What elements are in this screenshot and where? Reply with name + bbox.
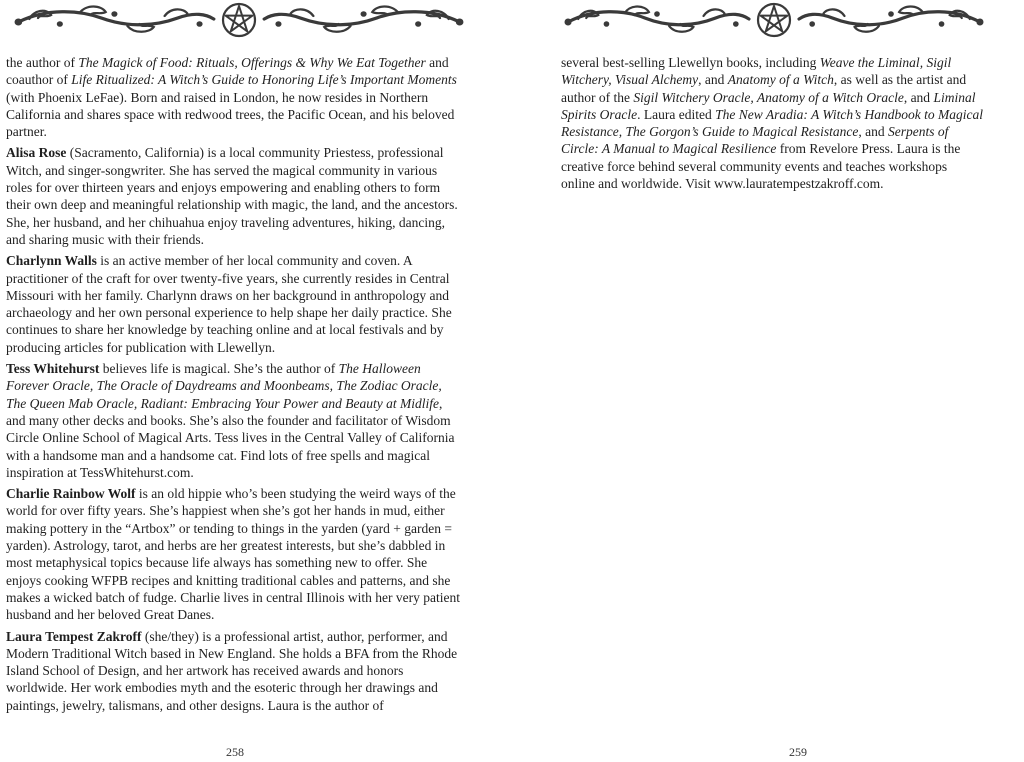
header-ornament — [14, 2, 464, 38]
header-ornament — [564, 2, 984, 38]
book-title: The Magick of Food: Rituals, Offerings & Why We Eat Together — [78, 55, 426, 70]
book-title: The New Aradia: A Witch’s Handbook to Magical Resistance, The Gorgon’s Guide to Magical Resistance — [561, 106, 983, 140]
bio-paragraph: the author of The Magick of Food: Rituals, Offerings & Why We Eat Together and coauthor of Life Ritualized: A Witch’s Guide to Honoring Life’s Important Moments (with Phoenix LeFae). Born and raised in London, he now resides in Northern California and shares space with redwood trees, the Pacific Ocean, and his beloved partner. — [6, 55, 457, 140]
book-title: Liminal Spirits Oracle — [561, 89, 976, 122]
bio-paragraph: several best-selling Llewellyn books, including Weave the Liminal, Sigil Witchery, Visual Alchemy, and Anatomy of a Witch, as well as the artist and author of the Sigil Witchery Oracle, Anatomy of a Witch Oracle, and Liminal Spirits Oracle. Laura edited The New Aradia: A Witch’s Handbook to Magical Resistance, The Gorgon’s Guide to Magical Resistance, and Serpents of Circle: A Manual to Magical Resilience from Revelore Press. Laura is the creative force behind several community events and teaches workshops online and worldwide. Visit www.lauratempestzakroff.com. — [561, 55, 983, 192]
right-page — [512, 0, 1024, 762]
bio-paragraph: Alisa Rose (Sacramento, California) is a local community Priestess, professional Witch, and singer-songwriter. She has served the magical community in various roles for over thirteen years and enjoys empowering and enabling others to form their own deep and meaningful relationship with magic, the land, and the ancestors. She, her husband, and her chihuahua enjoy traveling adventures, hiking, dancing, and sharing music with their friends. — [6, 145, 458, 247]
contributor-name: Laura Tempest Zakroff — [6, 628, 142, 644]
book-title: Serpents of Circle: A Manual to Magical Resilience — [561, 124, 949, 157]
contributor-name: Charlynn Walls — [6, 253, 97, 269]
pentacle-icon — [14, 2, 464, 38]
contributor-name: Charlie Rainbow Wolf — [6, 486, 136, 502]
book-title: Anatomy of a Witch — [727, 72, 834, 88]
book-title: Weave the Liminal, Sigil Witchery, Visual Alchemy — [561, 55, 952, 88]
pentacle-icon — [564, 2, 984, 38]
contributor-bios — [6, 54, 464, 718]
bio-paragraph: Laura Tempest Zakroff (she/they) is a professional artist, author, performer, and Modern Traditional Witch based in New England. She holds a BFA from the Rhode Island School of Design, and her artwork has received awards and honors worldwide. Her work embodies myth and the esoteric through her drawings and paintings, jewelry, talismans, and other designs. Laura is the author of — [6, 628, 458, 713]
contributor-name: Alisa Rose — [6, 145, 67, 161]
contributor-name: Tess Whitehurst — [6, 361, 100, 377]
bio-paragraph: Charlynn Walls is an active member of her local community and coven. A practitioner of the craft for over twenty-five years, she currently resides in Central Missouri with her family. Charlynn draws on her background in anthropology and archaeology and her own personal experience to help shape her daily practice. She continues to share her knowledge by teaching online and at local festivals and by producing articles for publication with Llewellyn. — [6, 253, 452, 355]
book-title: The Halloween Forever Oracle, The Oracle of Daydreams and Moonbeams, The Zodiac Oracle, The Queen Mab Oracle, Radiant: Embracing Your Power and Beauty at Midlife — [6, 361, 442, 411]
bio-paragraph: Tess Whitehurst believes life is magical. She’s the author of The Halloween Forever Oracle, The Oracle of Daydreams and Moonbeams, The Zodiac Oracle, The Queen Mab Oracle, Radiant: Embracing Your Power and Beauty at Midlife, and many other decks and books. She’s also the founder and facilitator of Wisdom Circle Online School of Magical Arts. Tess lives in the Central Valley of California with a handsome man and a handsome cat. Find lots of free spells and magical inspiration at TessWhitehurst.com. — [6, 361, 455, 480]
page-number: 259 — [789, 745, 807, 759]
book-title: Life Ritualized: A Witch’s Guide to Honoring Life’s Important Moments — [71, 72, 457, 88]
page-number: 258 — [226, 745, 244, 759]
bio-paragraph: Charlie Rainbow Wolf is an old hippie who’s been studying the weird ways of the world for over fifty years. She’s happiest when she’s got her hands in mud, either making pottery in the “Artbox” or tending to things in the yarden (yard + garden = yarden). Astrology, tarot, and herbs are her greatest interests, but she’s dabbled in most metaphysical topics because life always has something new to offer. She enjoys cooking WFPB recipes and knitting traditional cables and patterns, and she makes a wicked batch of fudge. Charlie lives in central Illinois with her very patient husband and her beloved Great Danes. — [6, 486, 460, 623]
book-title: Sigil Witchery Oracle, Anatomy of a Witch Oracle — [633, 89, 904, 105]
contributor-bios — [561, 54, 983, 196]
